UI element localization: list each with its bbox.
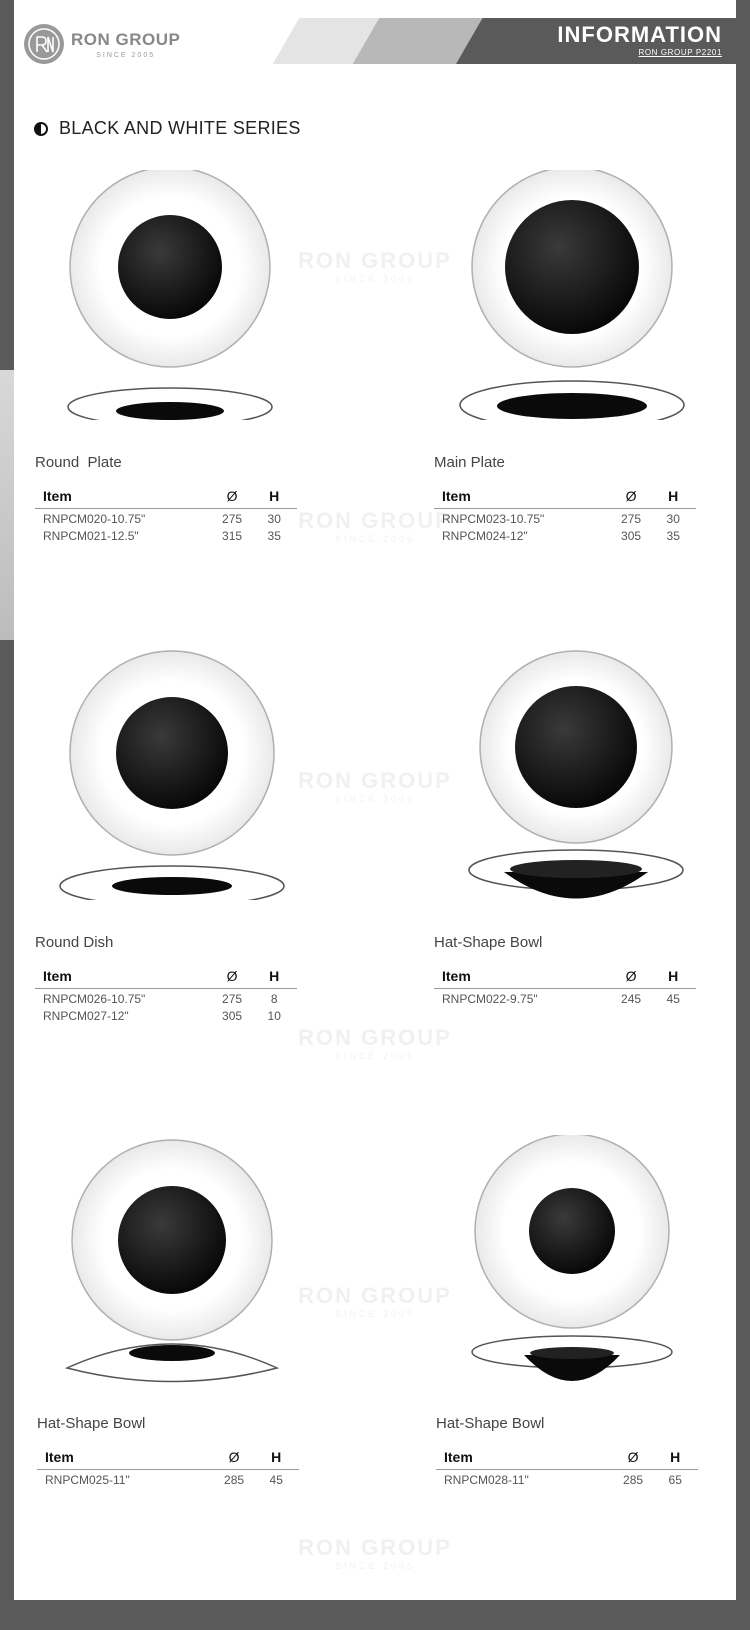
hat-shape-bowl-image bbox=[37, 1135, 297, 1385]
series-title: BLACK AND WHITE SERIES bbox=[59, 118, 301, 138]
product-name: Round Plate bbox=[35, 454, 122, 471]
table-row: RNPCM026-10.75" 275 8 bbox=[43, 992, 278, 1006]
hat-shape-bowl-image bbox=[436, 1135, 696, 1385]
table-row: RNPCM027-12" 305 10 bbox=[43, 1009, 281, 1023]
table-row: RNPCM024-12" 305 35 bbox=[442, 529, 680, 543]
brand-name: RON GROUP bbox=[71, 29, 181, 49]
series-heading bbox=[34, 118, 301, 139]
spec-table: Item Ø H RNPCM022-9.75" 245 45 bbox=[434, 968, 696, 1006]
logo-emblem-icon bbox=[24, 24, 64, 64]
spec-table: Item Ø H RNPCM025-11" 285 45 bbox=[37, 1449, 299, 1487]
spec-table: Item Ø H RNPCM023-10.75" 275 30 RNPCM024-12" 305 35 bbox=[434, 488, 696, 543]
brand-since: SINCE 2005 bbox=[96, 51, 156, 59]
half-circle-icon bbox=[34, 122, 48, 136]
round-plate-image bbox=[35, 170, 295, 420]
table-row: RNPCM021-12.5" 315 35 bbox=[43, 529, 281, 543]
product-name: Hat-Shape Bowl bbox=[434, 934, 543, 951]
product-name: Hat-Shape Bowl bbox=[436, 1415, 545, 1432]
spec-table: Item Ø H RNPCM026-10.75" 275 8 RNPCM027-12" 305 10 bbox=[35, 968, 297, 1023]
information-title: INFORMATION bbox=[557, 22, 722, 47]
product-name: Hat-Shape Bowl bbox=[37, 1415, 146, 1432]
spec-table: Item Ø H RNPCM020-10.75" 275 30 RNPCM021-12.5" 315 35 bbox=[35, 488, 297, 543]
left-dark-band bbox=[0, 640, 14, 1630]
hat-shape-bowl-image bbox=[434, 650, 694, 900]
table-row: RNPCM028-11" 285 65 bbox=[444, 1473, 682, 1487]
page-code: RON GROUP P2201 bbox=[638, 48, 722, 57]
table-row: RNPCM023-10.75" 275 30 bbox=[442, 512, 680, 526]
table-row: RNPCM022-9.75" 245 45 bbox=[442, 992, 680, 1006]
brand-logo bbox=[24, 24, 180, 64]
left-accent-band bbox=[0, 370, 14, 640]
main-plate-image bbox=[434, 170, 694, 420]
product-name: Main Plate bbox=[434, 454, 505, 471]
round-dish-image bbox=[35, 650, 295, 900]
table-row: RNPCM025-11" 285 45 bbox=[45, 1473, 283, 1487]
table-row: RNPCM020-10.75" 275 30 bbox=[43, 512, 281, 526]
product-name: Round Dish bbox=[35, 934, 114, 951]
spec-table: Item Ø H RNPCM028-11" 285 65 bbox=[436, 1449, 698, 1487]
